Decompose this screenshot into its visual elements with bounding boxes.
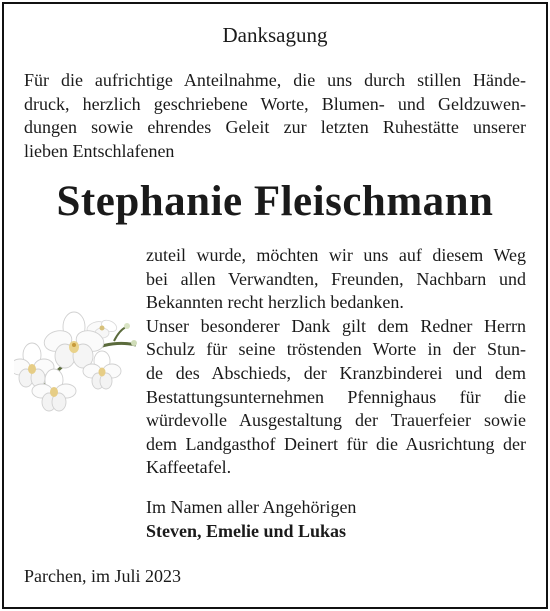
body-line: Schulz für seine tröstenden Worte in der Stun-: [146, 339, 526, 360]
signature-block: [146, 496, 356, 543]
body-line: de des Abschieds, der Kranzbinderei und dem: [146, 362, 526, 383]
signature-names: Steven, Emelie und Lukas: [146, 520, 347, 541]
body-line: Bekannten recht herzlich bedanken.: [146, 292, 404, 313]
intro-line: Für die aufrichtige Anteilnahme, die uns durch stillen Hände-: [24, 70, 526, 90]
body-line: Bestattungsunternehmen Pfennighaus für die: [146, 386, 526, 407]
place-date: Parchen, im Juli 2023: [24, 566, 181, 586]
body-line: zuteil wurde, möchten wir uns auf diesem Weg: [146, 245, 526, 265]
thanks-paragraph: [146, 244, 526, 480]
body-line: bei allen Verwandten, Freunden, Nachbarn und: [146, 268, 526, 289]
body-line: dem Landgasthof Deinert für die Ausrichtung der: [146, 433, 526, 454]
notice-heading: Danksagung: [222, 23, 328, 47]
intro-line: druck, herzlich geschriebene Worte, Blumen- und Geldzuwen-: [24, 93, 526, 114]
body-line: Unser besonderer Dank gilt dem Redner Herrn: [146, 315, 526, 336]
deceased-name: Stephanie Fleischmann: [56, 178, 494, 225]
signature-intro: Im Namen aller Angehörigen: [146, 497, 357, 517]
body-line: Kaffeetafel.: [146, 457, 232, 478]
orchid-icon: [14, 305, 138, 415]
intro-paragraph: [24, 69, 526, 163]
intro-line: lieben Entschlafenen: [24, 140, 175, 161]
body-line: würdevolle Ausgestaltung der Trauerfeier sowie: [146, 410, 526, 431]
intro-line: dungen sowie ehrendes Geleit zur letzten Ruhestätte unserer: [24, 117, 526, 137]
